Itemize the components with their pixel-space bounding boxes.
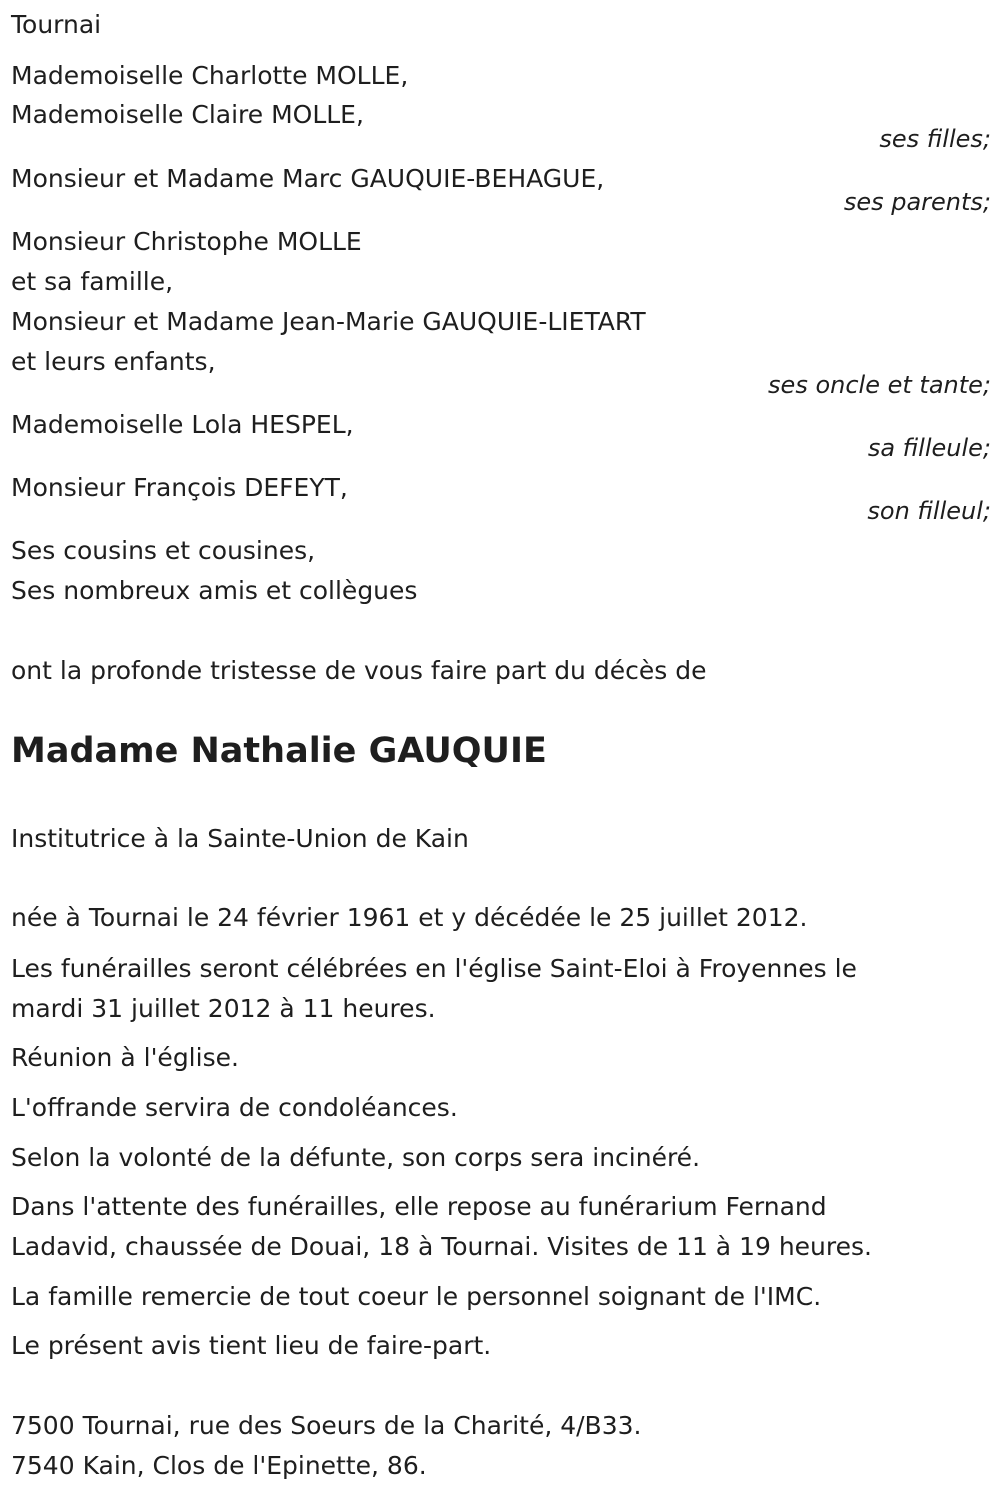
cremation-text: Selon la volonté de la défunte, son corps sera incinéré. — [11, 1143, 701, 1172]
address-2: 7540 Kain, Clos de l'Epinette, 86. — [11, 1451, 427, 1480]
family-uncle-3: Monsieur et Madame Jean-Marie GAUQUIE-LIETART — [11, 307, 646, 336]
address-1: 7500 Tournai, rue des Soeurs de la Charité, 4/B33. — [11, 1411, 642, 1440]
uncles-role: ses oncle et tante; — [768, 371, 991, 399]
offering-text: L'offrande servira de condoléances. — [11, 1093, 458, 1122]
family-goddaughter: Mademoiselle Lola HESPEL, — [11, 410, 354, 439]
notice-text: Le présent avis tient lieu de faire-part. — [11, 1331, 492, 1360]
city-heading: Tournai — [11, 10, 102, 39]
family-daughter-2: Mademoiselle Claire MOLLE, — [11, 100, 364, 129]
family-others-2: Ses nombreux amis et collègues — [11, 576, 418, 605]
family-parents: Monsieur et Madame Marc GAUQUIE-BEHAGUE, — [11, 164, 605, 193]
thanks-text: La famille remercie de tout coeur le personnel soignant de l'IMC. — [11, 1282, 822, 1311]
family-uncle-1: Monsieur Christophe MOLLE — [11, 227, 362, 256]
viewing-line-1: Dans l'attente des funérailles, elle repose au funérarium Fernand — [11, 1192, 827, 1221]
deceased-name: Madame Nathalie GAUQUIE — [11, 731, 547, 771]
godson-role: son filleul; — [867, 497, 991, 525]
daughters-role: ses filles; — [879, 125, 991, 153]
family-godson: Monsieur François DEFEYT, — [11, 473, 348, 502]
family-others-1: Ses cousins et cousines, — [11, 536, 316, 565]
family-daughter-1: Mademoiselle Charlotte MOLLE, — [11, 61, 409, 90]
funeral-line-2: mardi 31 juillet 2012 à 11 heures. — [11, 994, 436, 1023]
parents-role: ses parents; — [843, 188, 991, 216]
deceased-occupation: Institutrice à la Sainte-Union de Kain — [11, 824, 469, 853]
birth-death-text: née à Tournai le 24 février 1961 et y décédée le 25 juillet 2012. — [11, 903, 808, 932]
family-uncle-4: et leurs enfants, — [11, 347, 216, 376]
goddaughter-role: sa filleule; — [867, 434, 991, 462]
meeting-text: Réunion à l'église. — [11, 1043, 239, 1072]
announcement-text: ont la profonde tristesse de vous faire part du décès de — [11, 656, 707, 685]
funeral-line-1: Les funérailles seront célébrées en l'église Saint-Eloi à Froyennes le — [11, 954, 857, 983]
family-uncle-2: et sa famille, — [11, 267, 174, 296]
viewing-line-2: Ladavid, chaussée de Douai, 18 à Tournai. Visites de 11 à 19 heures. — [11, 1232, 872, 1261]
